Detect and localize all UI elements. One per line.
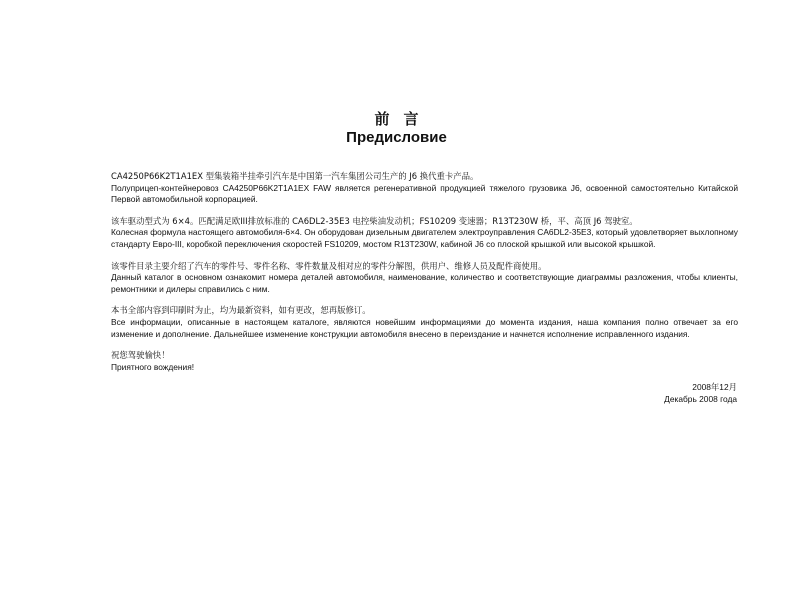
paragraph-chinese: 该零件目录主要介绍了汽车的零件号、零件名称、零件数量及相对应的零件分解图，供用户、维修人员及配件商使用。 xyxy=(111,260,547,271)
paragraph-russian: Все информации, описанные в настоящем каталоге, являются новейшим информациями до момента издания, наша компания полно отвечает за его изменение и дополнение. Дальнейшее изменение конструкции автомобиля внесено в переиздание и начнется исполнение исправленного издания. xyxy=(111,316,738,339)
paragraph-catalog-purpose xyxy=(111,261,738,296)
paragraph-russian: Полуприцеп-контейнеровоз CA4250P66K2T1A1EX FAW является регенеративной продукцией тяжелого грузовика J6, освоенной самостоятельно Китайской Первой автомобильной корпорацией. xyxy=(111,182,738,205)
paragraph-russian: Колесная формула настоящего автомобиля-6×4. Он оборудован дизельным двигателем электроуправления CA6DL2-35E3, который удовлетворяет выхлопному стандарту Евро-III, коробкой переключения скоростей FS10209, мостом R13T230W, кабиной J6 со плоской крышкой или высокой крышкой. xyxy=(111,227,738,249)
publication-date-russian: Декабрь 2008 года xyxy=(664,393,737,404)
paragraph-chinese: 祝您驾驶愉快！ xyxy=(111,350,170,361)
paragraph-chinese: 该车驱动型式为 6×4。匹配满足欧III排放标准的 CA6DL2-35E3 电控柴油发动机；FS10209 变速器；R13T230W 桥，平、高顶 J6 驾驶室。 xyxy=(111,215,638,226)
paragraph-revision-notice xyxy=(111,305,738,340)
preface-title-russian: Предисловие xyxy=(346,129,447,146)
paragraph-greeting xyxy=(111,350,738,373)
publication-date-chinese: 2008年12月 xyxy=(692,382,737,392)
preface-body xyxy=(111,171,738,383)
paragraph-russian: Данный каталог в основном ознакомит номера деталей автомобиля, наименование, количество и соответствующие диаграммы разложения, чтобы клиенты, ремонтники и дилеры справились с ним. xyxy=(111,272,738,294)
publication-date xyxy=(664,382,737,405)
paragraph-chinese: 本书全部内容到印刷时为止，均为最新资料，如有更改，恕再版修订。 xyxy=(111,305,371,316)
paragraph-vehicle-intro xyxy=(111,171,738,206)
paragraph-chinese: CA4250P66K2T1A1EX 型集装箱半挂牵引汽车是中国第一汽车集团公司生产的 J6 换代重卡产品。 xyxy=(111,171,479,181)
paragraph-drive-config xyxy=(111,216,738,251)
preface-title-chinese: 前言 xyxy=(374,110,433,128)
paragraph-russian: Приятного вождения! xyxy=(111,361,195,372)
